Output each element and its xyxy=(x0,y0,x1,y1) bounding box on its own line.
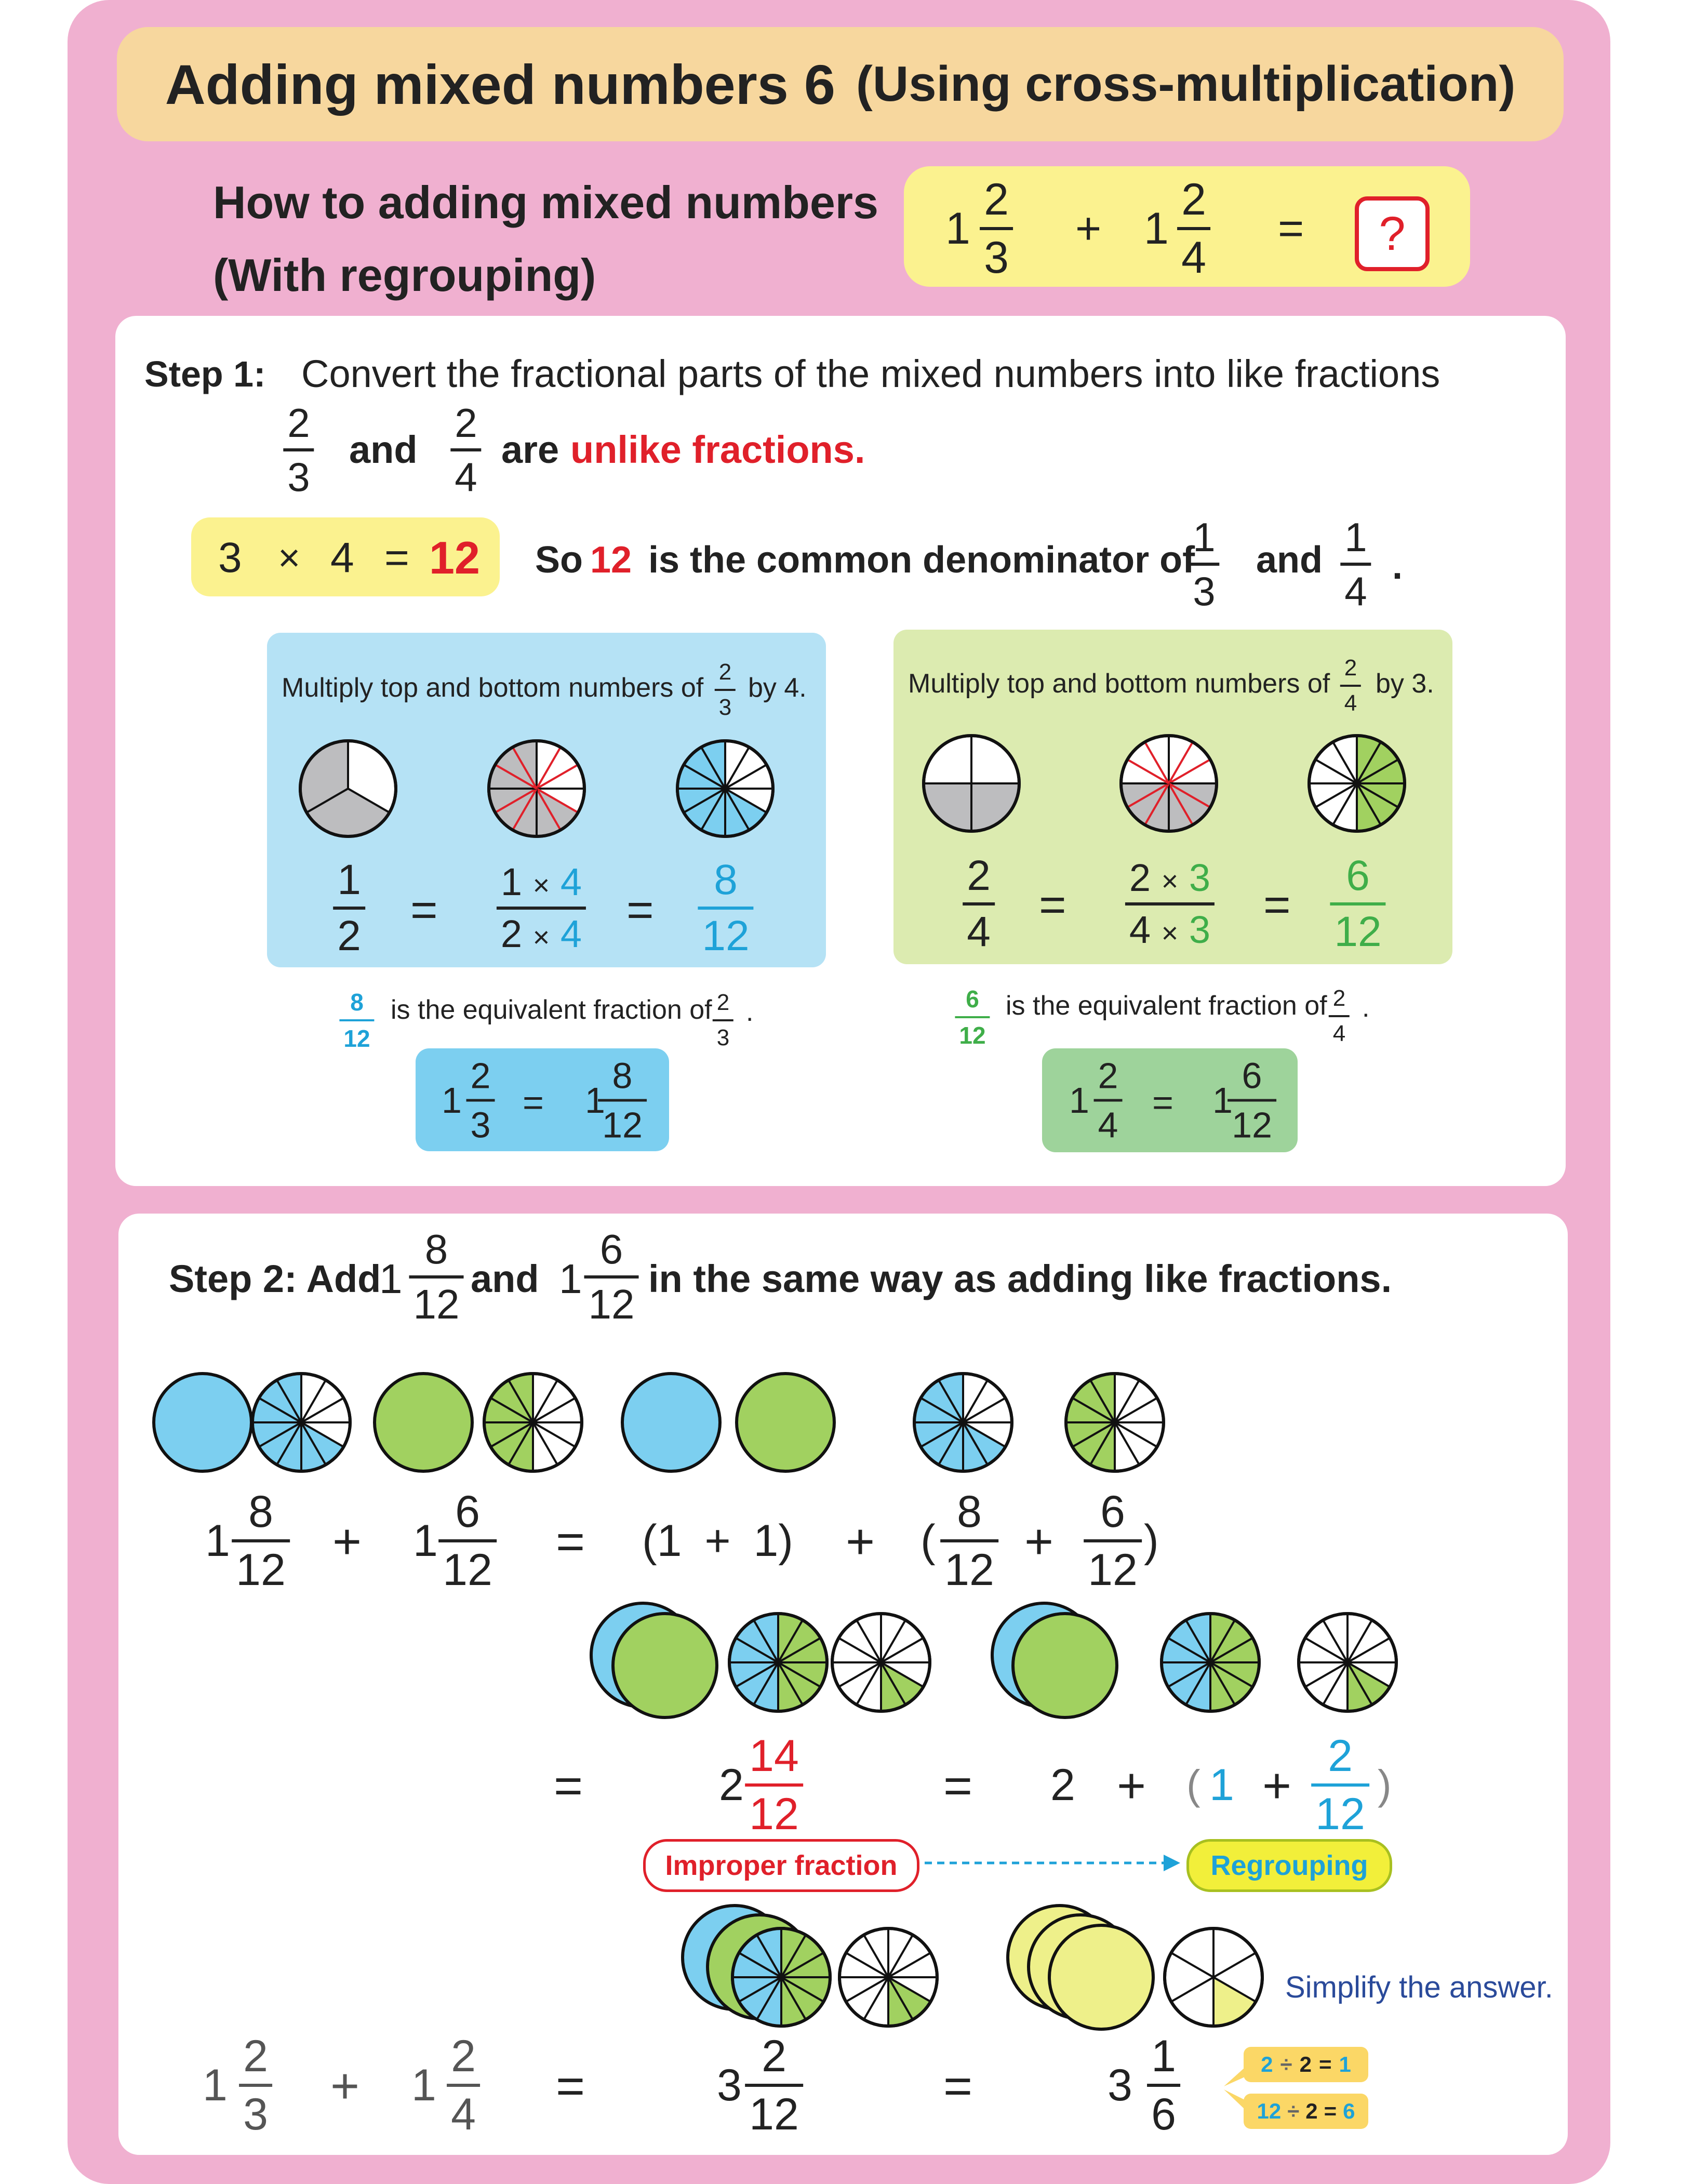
pie-stack-green-b xyxy=(1013,1614,1117,1717)
final-fraction-2: $\frac{2}{4}$ xyxy=(447,2034,480,2137)
row1-fraction-3: $\frac{8}{12}$ xyxy=(940,1489,998,1592)
left-eq-fraction-2: $\frac{1 \times 4}{2 \times 4}$ xyxy=(497,863,586,953)
pie-six-twelfths-1 xyxy=(484,1374,582,1471)
right-mixed-whole-2: 1 xyxy=(1212,1080,1233,1121)
final-fraction-1: $\frac{2}{3}$ xyxy=(239,2034,272,2137)
left-eq-fraction-3: $\frac{8}{12}$ xyxy=(698,859,753,957)
row2-left-paren: ( xyxy=(1186,1762,1200,1808)
page-subtitle: (Using cross-multiplication) xyxy=(856,56,1516,112)
problem-equals: = xyxy=(1278,204,1304,254)
row2-plus: + xyxy=(1117,1758,1146,1814)
left-eq-fraction-1: $\frac{1}{2}$ xyxy=(333,859,365,957)
row2-equals-2: = xyxy=(943,1758,973,1814)
right-equiv-of-fraction: $\frac{2}{4}$ xyxy=(1329,987,1350,1045)
row2-improper-fraction: $\frac{14}{12}$ xyxy=(745,1734,803,1836)
common-text: is the common denominator of xyxy=(648,539,1195,581)
pie-eight-twelfths-blue xyxy=(677,741,773,836)
pie-quarters xyxy=(924,736,1019,831)
simplify-text: Simplify the answer. xyxy=(1285,1970,1553,2004)
row1-equals: = xyxy=(556,1514,585,1569)
row1-whole-1: 1 xyxy=(205,1516,230,1566)
and-text: and xyxy=(349,428,418,471)
simplify-numerator-box: 2 ÷ 2 = 1 xyxy=(1244,2047,1368,2082)
problem-fraction-1: $\frac{2}{3}$ xyxy=(980,177,1013,280)
pie-regroup-full xyxy=(1162,1614,1259,1711)
pie-stack-green-a xyxy=(613,1614,717,1717)
right-mixed-fraction: $\frac{2}{4}$ xyxy=(1094,1058,1123,1143)
pie-thirds-split xyxy=(489,741,584,836)
row1-plus-2: + xyxy=(846,1514,875,1569)
right-eq-fraction-1: $\frac{2}{4}$ xyxy=(963,855,995,953)
right-instruction-by: by 3. xyxy=(1376,669,1434,699)
common-and: and xyxy=(1256,539,1323,581)
right-eq-fraction-2: $\frac{2 \times 3}{4 \times 3}$ xyxy=(1125,859,1215,949)
row1-left-paren: ( xyxy=(920,1516,936,1566)
unknown-answer-box: ? xyxy=(1355,196,1430,271)
left-equiv-text: is the equivalent fraction of xyxy=(391,995,712,1025)
common-dot: . xyxy=(1392,545,1403,587)
right-equiv-fraction: $\frac{6}{12}$ xyxy=(955,987,990,1047)
right-mixed-equals: = xyxy=(1152,1082,1173,1123)
row1-right-paren: ) xyxy=(1144,1516,1159,1566)
so-text: So xyxy=(535,539,583,581)
common-number: 12 xyxy=(590,539,632,581)
right-instruction-fraction: $\frac{2}{4}$ xyxy=(1340,657,1361,715)
calc-b: 4 xyxy=(330,534,354,581)
step1-label: Step 1: xyxy=(144,354,266,394)
final-fraction-4: $\frac{1}{6}$ xyxy=(1147,2034,1180,2137)
row1-fraction-2: $\frac{6}{12}$ xyxy=(438,1489,497,1592)
pie-eight-twelfths-2 xyxy=(914,1374,1012,1471)
pie-yellow-c xyxy=(1049,1925,1153,2029)
pie-six-twelfths-green xyxy=(1309,736,1405,831)
pie-thirds xyxy=(300,741,396,836)
row1-whole-2: 1 xyxy=(413,1516,438,1566)
row2-equals: = xyxy=(554,1758,583,1814)
left-instruction-by: by 4. xyxy=(748,673,807,703)
pie-combined-twelve xyxy=(729,1614,827,1711)
final-equals-2: = xyxy=(943,2058,973,2114)
final-whole-1: 1 xyxy=(203,2060,228,2110)
common-fraction-2: $\frac{1}{4}$ xyxy=(1340,517,1371,611)
calc-times: × xyxy=(278,536,301,579)
step2-and: and xyxy=(471,1257,539,1300)
final-whole-2: 1 xyxy=(411,2060,436,2110)
final-whole-4: 3 xyxy=(1108,2060,1132,2110)
problem-plus: + xyxy=(1075,204,1102,254)
step2-whole-2: 1 xyxy=(559,1256,582,1302)
unlike-fraction-b: $\frac{2}{4}$ xyxy=(450,403,481,497)
right-mixed-fraction-2: $\frac{6}{12}$ xyxy=(1228,1058,1276,1143)
left-mixed-fraction-2: $\frac{8}{12}$ xyxy=(598,1058,647,1143)
final-equals: = xyxy=(556,2058,585,2114)
pie-six-twelfths-2 xyxy=(1066,1374,1164,1471)
row1-fraction-1: $\frac{8}{12}$ xyxy=(232,1489,290,1592)
pie-remainder-two xyxy=(839,1928,937,2026)
regrouping-label: Regrouping xyxy=(1186,1839,1392,1892)
right-mixed-whole: 1 xyxy=(1069,1080,1089,1121)
pie-combined-twelve-b xyxy=(732,1928,830,2026)
right-eq-fraction-3: $\frac{6}{12}$ xyxy=(1330,855,1385,953)
problem-fraction-2: $\frac{2}{4}$ xyxy=(1177,177,1210,280)
row1-plus: + xyxy=(332,1514,362,1569)
row1-fraction-4: $\frac{6}{12}$ xyxy=(1084,1489,1142,1592)
intro-line-1: How to adding mixed numbers xyxy=(213,177,878,228)
right-eq-equals-1: = xyxy=(1039,879,1066,931)
step2-label: Step 2: Add xyxy=(169,1257,381,1300)
row2-right-paren: ) xyxy=(1378,1762,1392,1808)
pie-eight-twelfths-1 xyxy=(252,1374,350,1471)
right-instruction: Multiply top and bottom numbers of xyxy=(908,669,1330,699)
row1-plus-3: + xyxy=(1024,1514,1054,1569)
row2-one: 1 xyxy=(1209,1760,1234,1810)
left-instruction: Multiply top and bottom numbers of xyxy=(282,673,704,703)
common-fraction-1: $\frac{1}{3}$ xyxy=(1189,517,1219,611)
page-title: Adding mixed numbers 6 xyxy=(165,52,835,116)
calc-a: 3 xyxy=(218,534,242,581)
problem-whole-2: 1 xyxy=(1144,204,1169,254)
pie-one-sixth xyxy=(1165,1928,1262,2026)
unlike-fraction-a: $\frac{2}{3}$ xyxy=(283,403,314,497)
left-equiv-dot: . xyxy=(746,997,754,1027)
final-fraction-3: $\frac{2}{12}$ xyxy=(745,2034,803,2137)
left-eq-equals-1: = xyxy=(410,884,438,936)
left-equiv-of-fraction: $\frac{2}{3}$ xyxy=(713,991,733,1049)
row2-plus-2: + xyxy=(1262,1758,1292,1814)
step2-whole-1: 1 xyxy=(379,1256,403,1302)
pie-whole-green-2 xyxy=(737,1374,834,1471)
pie-whole-blue-1 xyxy=(154,1374,251,1471)
pie-whole-blue-2 xyxy=(622,1374,720,1471)
pie-whole-green-1 xyxy=(375,1374,472,1471)
problem-whole-1: 1 xyxy=(945,204,970,254)
intro-line-2: (With regrouping) xyxy=(213,249,596,301)
step1-text: Convert the fractional parts of the mixed numbers into like fractions xyxy=(301,352,1440,395)
left-mixed-equals: = xyxy=(523,1082,544,1123)
left-mixed-fraction: $\frac{2}{3}$ xyxy=(466,1058,495,1143)
pie-regroup-two xyxy=(1299,1614,1396,1711)
right-equiv-dot: . xyxy=(1362,993,1370,1023)
calc-result: 12 xyxy=(429,532,480,583)
row1-whole-group: (1 + 1) xyxy=(642,1516,793,1566)
right-equiv-text: is the equivalent fraction of xyxy=(1006,991,1327,1021)
pie-quarters-split xyxy=(1121,736,1217,831)
step2-fraction-2: $\frac{6}{12}$ xyxy=(584,1229,639,1325)
are-text: are xyxy=(501,428,559,471)
right-eq-equals-2: = xyxy=(1263,879,1291,931)
unlike-fractions-label: unlike fractions. xyxy=(570,428,865,471)
simplify-denominator-box: 12 ÷ 2 = 6 xyxy=(1244,2094,1368,2129)
left-mixed-whole: 1 xyxy=(442,1080,462,1121)
left-instruction-fraction: $\frac{2}{3}$ xyxy=(715,661,736,719)
left-equiv-fraction: $\frac{8}{12}$ xyxy=(339,990,374,1050)
final-whole-3: 3 xyxy=(717,2060,742,2110)
row2-regroup-fraction: $\frac{2}{12}$ xyxy=(1311,1734,1369,1836)
calc-equals: = xyxy=(384,534,409,581)
step2-fraction-1: $\frac{8}{12}$ xyxy=(409,1229,464,1325)
row2-two: 2 xyxy=(1050,1760,1075,1810)
row2-whole: 2 xyxy=(719,1760,744,1810)
improper-fraction-label: Improper fraction xyxy=(643,1839,919,1892)
left-mixed-whole-2: 1 xyxy=(585,1080,605,1121)
pie-combined-two xyxy=(832,1614,930,1711)
left-eq-equals-2: = xyxy=(626,884,654,936)
step2-rest: in the same way as adding like fractions. xyxy=(648,1257,1392,1300)
final-plus: + xyxy=(330,2058,360,2114)
